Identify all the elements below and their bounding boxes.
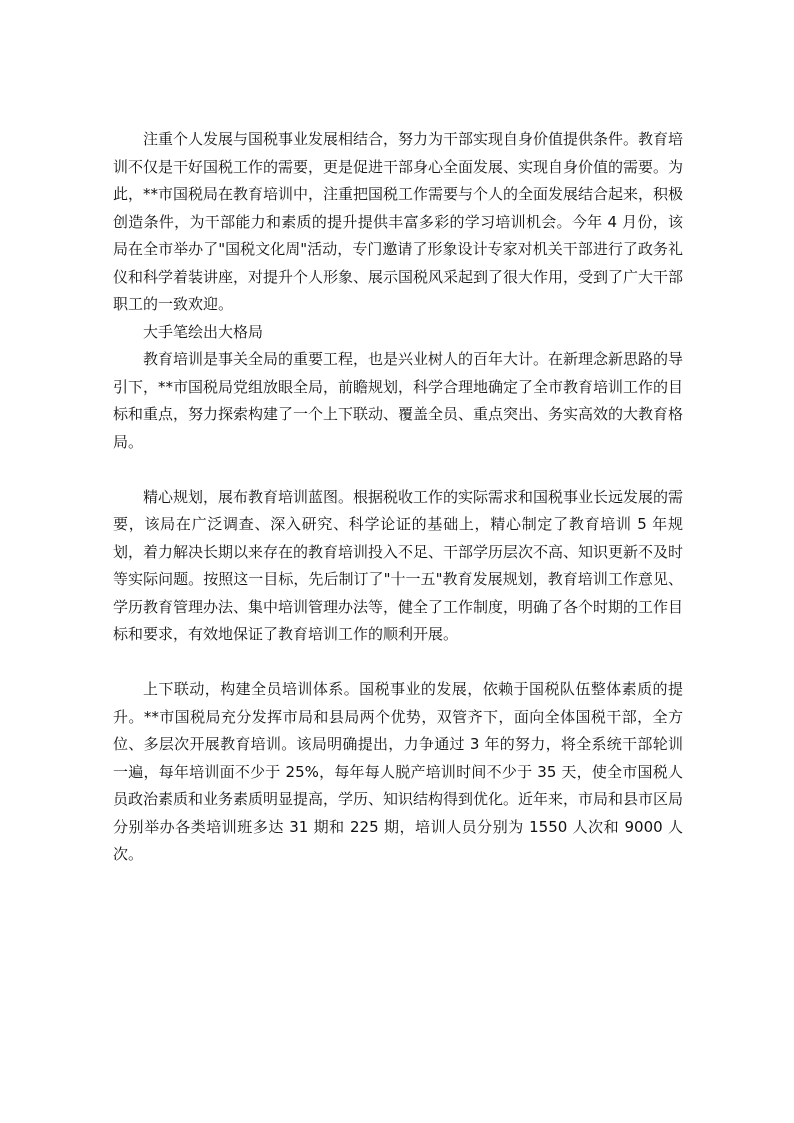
paragraph-education-overview: 教育培训是事关全局的重要工程，也是兴业树人的百年大计。在新理念新思路的导引下，**市国税局党组放眼全局，前瞻规划，科学合理地确定了全市教育培训工作的目标和重点，努力探索构建了一个上下联动、覆盖全员、重点突出、务实高效的大教育格局。 xyxy=(113,350,684,451)
paragraph-training-system: 上下联动，构建全员培训体系。国税事业的发展，依赖于国税队伍整体素质的提升。**市国税局充分发挥市局和县局两个优势，双管齐下，面向全体国税干部，全方位、多层次开展教育培训。该局明确提出，力争通过 3 年的努力，将全系统干部轮训一遍，每年培训面不少于 25%，每年每人脱产培训时间不少于 35 天，使全市国税人员政治素质和业务素质明显提高，学历、知识结构得到优化。近年来，市局和县市区局分别举办各类培训班多达 31 期和 225 期，培训人员分别为 1550 人次和 9000 人次。 xyxy=(113,680,684,863)
paragraph-personal-development: 注重个人发展与国税事业发展相结合，努力为干部实现自身价值提供条件。教育培训不仅是干好国税工作的需要，更是促进干部身心全面发展、实现自身价值的需要。为此，**市国税局在教育培训中，注重把国税工作需要与个人的全面发展结合起来，积极创造条件，为干部能力和素质的提升提供丰富多彩的学习培训机会。今年 4 月份，该局在全市举办了"国税文化周"活动，专门邀请了形象设计专家对机关干部进行了政务礼仪和科学着装讲座，对提升个人形象、展示国税风采起到了很大作用，受到了广大干部职工的一致欢迎。 xyxy=(113,130,684,313)
section-heading: 大手笔绘出大格局 xyxy=(143,322,264,341)
paragraph-spacer xyxy=(113,456,683,484)
paragraph-planning: 精心规划，展布教育培训蓝图。根据税收工作的实际需求和国税事业长远发展的需要，该局在广泛调查、深入研究、科学论证的基础上，精心制定了教育培训 5 年规划，着力解决长期以来存在的教育培训投入不足、干部学历层次不高、知识更新不及时等实际问题。按照这一目标，先后制订了"十一五"教育发展规划，教育培训工作意见、学历教育管理办法、集中培训管理办法等，健全了工作制度，明确了各个时期的工作目标和要求，有效地保证了教育培训工作的顺利开展。 xyxy=(113,487,684,643)
paragraph-spacer xyxy=(113,649,683,677)
document-body xyxy=(113,126,683,869)
